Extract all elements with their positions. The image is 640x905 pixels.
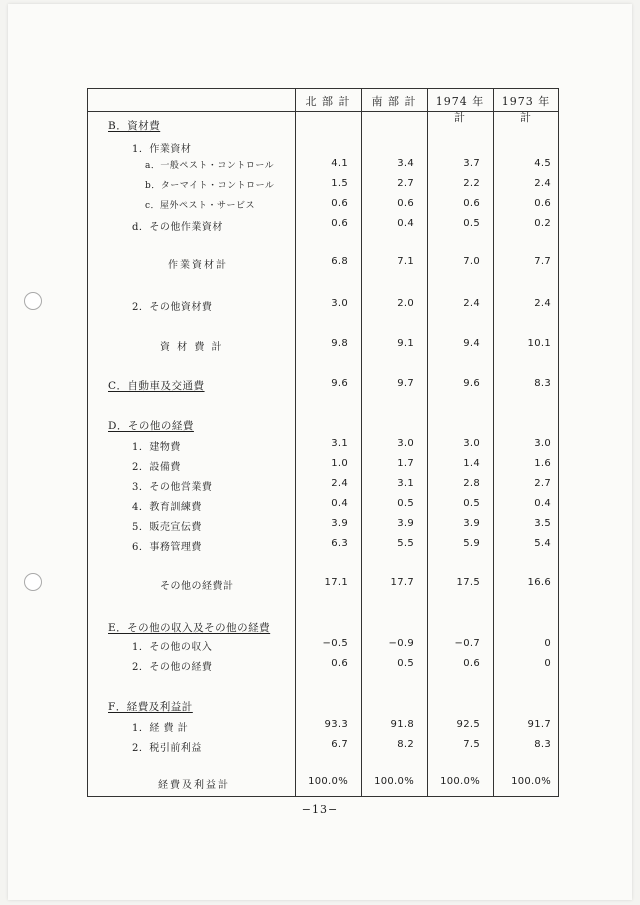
row-label: 1．その他の収入 (132, 642, 213, 653)
row-label: b．ターマイト・コントロール (145, 181, 275, 191)
table-cell: 0.6 (397, 198, 414, 209)
table-cell: 2.4 (534, 298, 551, 309)
page-number: −13− (301, 803, 339, 816)
column-header-1973: 1973 年 計 (501, 95, 551, 124)
table-cell: 3.0 (534, 438, 551, 449)
table-cell: 0.6 (534, 198, 551, 209)
row-label: 2．設備費 (132, 462, 181, 473)
punch-hole-bottom (24, 573, 42, 591)
column-header-1974: 1974 年 計 (435, 95, 485, 124)
row-label: 資 材 費 計 (160, 342, 224, 353)
table-cell: 9.1 (397, 338, 414, 349)
table-cell: 3.9 (397, 518, 414, 529)
table-cell: 93.3 (324, 719, 348, 730)
table-cell: 3.9 (463, 518, 480, 529)
table-cell: 3.0 (397, 438, 414, 449)
column-header-north: 北 部 計 (305, 95, 351, 108)
table-cell: 4.5 (534, 158, 551, 169)
table-cell: 6.8 (331, 256, 348, 267)
row-label: 1．建物費 (132, 442, 181, 453)
table-cell: 17.5 (456, 577, 480, 588)
table-cell: 3.4 (397, 158, 414, 169)
row-label: 2．税引前利益 (132, 743, 202, 754)
row-label: 6．事務管理費 (132, 542, 202, 553)
table-cell: 100.0% (511, 776, 551, 787)
table-cell: 2.2 (463, 178, 480, 189)
row-label: D．その他の経費 (108, 420, 194, 432)
table-cell: 2.4 (534, 178, 551, 189)
column-divider (295, 88, 296, 796)
table-cell: 3.0 (331, 298, 348, 309)
table-cell: 8.3 (534, 378, 551, 389)
table-cell: 2.4 (331, 478, 348, 489)
table-cell: 3.1 (397, 478, 414, 489)
table-cell: 9.6 (463, 378, 480, 389)
table-cell: −0.9 (388, 638, 414, 649)
table-cell: 7.7 (534, 256, 551, 267)
table-cell: 1.0 (331, 458, 348, 469)
table-cell: 1.7 (397, 458, 414, 469)
table-cell: 9.4 (463, 338, 480, 349)
row-label: a．一般ペスト・コントロール (145, 161, 275, 171)
table-cell: 0.5 (463, 498, 480, 509)
table-cell: 100.0% (440, 776, 480, 787)
column-divider (493, 88, 494, 796)
table-cell: 7.1 (397, 256, 414, 267)
table-cell: 7.5 (463, 739, 480, 750)
table-cell: 91.7 (527, 719, 551, 730)
column-divider (361, 88, 362, 796)
table-cell: 3.7 (463, 158, 480, 169)
table-cell: 5.5 (397, 538, 414, 549)
table-cell: 1.5 (331, 178, 348, 189)
table-cell: 0.4 (331, 498, 348, 509)
table-cell: 5.4 (534, 538, 551, 549)
table-cell: 2.0 (397, 298, 414, 309)
table-cell: −0.7 (454, 638, 480, 649)
table-cell: 10.1 (527, 338, 551, 349)
table-cell: 3.5 (534, 518, 551, 529)
table-cell: 0.6 (331, 658, 348, 669)
table-cell: 3.9 (331, 518, 348, 529)
row-label: 1．作業資材 (132, 144, 192, 155)
column-divider (427, 88, 428, 796)
table-cell: 8.2 (397, 739, 414, 750)
header-bottom-rule (87, 111, 559, 112)
table-cell: 2.8 (463, 478, 480, 489)
table-cell: 1.6 (534, 458, 551, 469)
table-cell: 0.2 (534, 218, 551, 229)
table-cell: 0.4 (534, 498, 551, 509)
table-cell: 1.4 (463, 458, 480, 469)
table-cell: 16.6 (527, 577, 551, 588)
row-label: 作業資材計 (168, 260, 228, 271)
table-cell: 6.7 (331, 739, 348, 750)
row-label: 1．経 費 計 (132, 723, 189, 734)
table-cell: 0.5 (463, 218, 480, 229)
table-cell: 2.7 (397, 178, 414, 189)
column-header-south: 南 部 計 (371, 95, 417, 108)
row-label: 2．その他の経費 (132, 662, 213, 673)
table-cell: 6.3 (331, 538, 348, 549)
row-label: F．経費及利益計 (108, 701, 193, 713)
table-cell: 5.9 (463, 538, 480, 549)
row-label: c．屋外ペスト・サービス (145, 201, 256, 211)
row-label: B．資材費 (108, 120, 161, 132)
table-cell: 100.0% (374, 776, 414, 787)
table-cell: 8.3 (534, 739, 551, 750)
table-cell: 9.6 (331, 378, 348, 389)
table-cell: 0.5 (397, 658, 414, 669)
table-cell: 0.6 (463, 198, 480, 209)
table-cell: 3.0 (463, 438, 480, 449)
table-cell: 0 (544, 658, 551, 669)
row-label: その他の経費計 (160, 581, 234, 592)
table-cell: 91.8 (390, 719, 414, 730)
row-label: E．その他の収入及その他の経費 (108, 622, 271, 634)
row-label: d．その他作業資材 (132, 222, 223, 233)
table-cell: −0.5 (322, 638, 348, 649)
table-cell: 2.7 (534, 478, 551, 489)
row-label: C．自動車及交通費 (108, 380, 205, 392)
table-cell: 100.0% (308, 776, 348, 787)
table-cell: 0.5 (397, 498, 414, 509)
table-cell: 17.1 (324, 577, 348, 588)
table-cell: 0.6 (331, 218, 348, 229)
table-cell: 0 (544, 638, 551, 649)
table-cell: 0.4 (397, 218, 414, 229)
table-cell: 0.6 (331, 198, 348, 209)
row-label: 5．販売宣伝費 (132, 522, 202, 533)
table-cell: 0.6 (463, 658, 480, 669)
table-cell: 9.7 (397, 378, 414, 389)
row-label: 4．教育訓練費 (132, 502, 202, 513)
table-cell: 92.5 (456, 719, 480, 730)
table-cell: 17.7 (390, 577, 414, 588)
table-cell: 7.0 (463, 256, 480, 267)
table-cell: 2.4 (463, 298, 480, 309)
table-cell: 4.1 (331, 158, 348, 169)
table-cell: 3.1 (331, 438, 348, 449)
header-top-rule (87, 88, 559, 89)
row-label: 3．その他営業費 (132, 482, 213, 493)
row-label: 2．その他資材費 (132, 302, 213, 313)
table-cell: 9.8 (331, 338, 348, 349)
punch-hole-top (24, 292, 42, 310)
row-label: 経費及利益計 (158, 780, 230, 791)
